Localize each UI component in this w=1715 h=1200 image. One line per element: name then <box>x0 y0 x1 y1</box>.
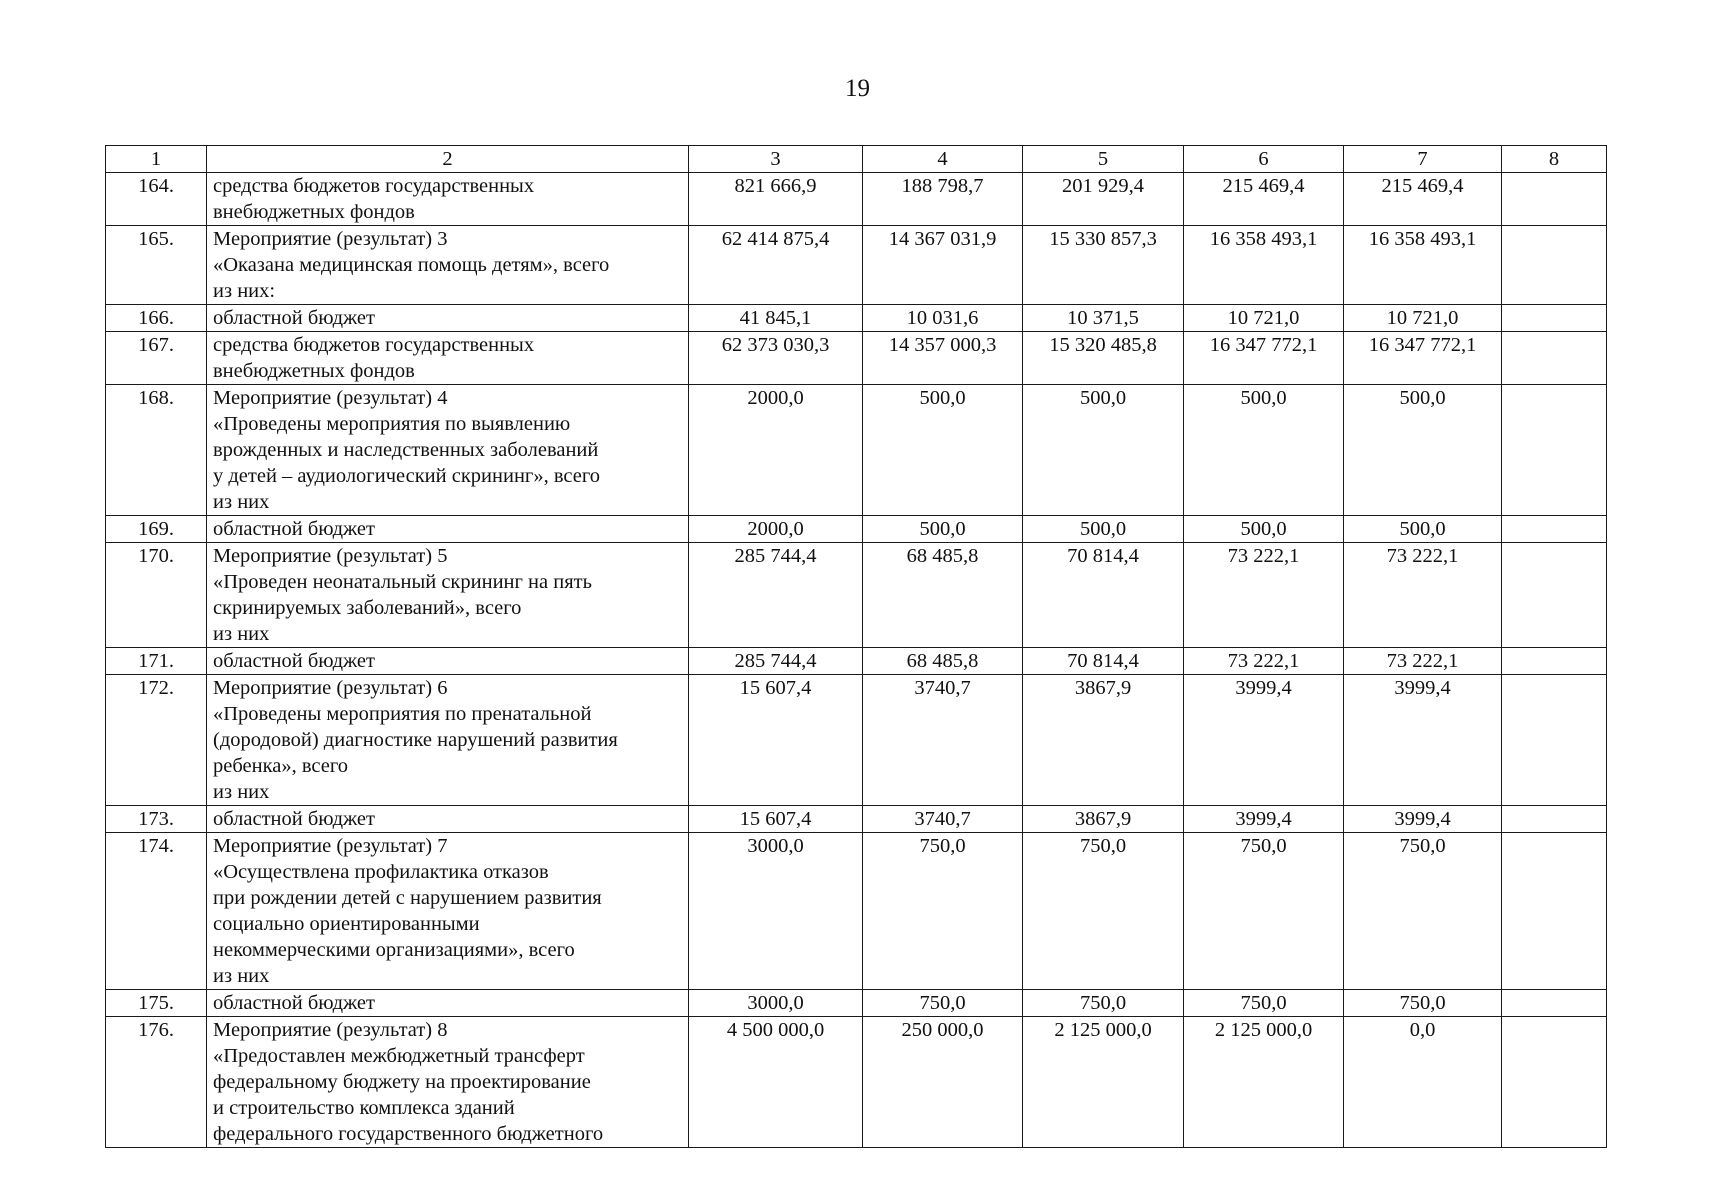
table-row <box>106 516 1607 543</box>
note-cell <box>1502 675 1607 806</box>
note-cell <box>1502 1017 1607 1148</box>
note-cell <box>1502 516 1607 543</box>
amount-cell: 201 929,4 <box>1023 173 1184 226</box>
amount-cell: 500,0 <box>1023 516 1184 543</box>
row-number-cell: 174. <box>106 833 207 990</box>
amount-cell: 500,0 <box>1184 385 1344 516</box>
item-name-cell: областной бюджет <box>207 516 689 543</box>
column-header: 1 <box>106 146 207 173</box>
note-cell <box>1502 806 1607 833</box>
amount-cell: 62 373 030,3 <box>689 332 863 385</box>
row-number-cell: 176. <box>106 1017 207 1148</box>
amount-cell: 62 414 875,4 <box>689 226 863 305</box>
table-row <box>106 173 1607 226</box>
table-row <box>106 806 1607 833</box>
amount-cell: 750,0 <box>1184 990 1344 1017</box>
amount-cell: 3867,9 <box>1023 675 1184 806</box>
item-name-cell: областной бюджет <box>207 806 689 833</box>
amount-cell: 750,0 <box>863 833 1023 990</box>
amount-cell: 3000,0 <box>689 990 863 1017</box>
table-row <box>106 675 1607 806</box>
amount-cell: 15 607,4 <box>689 675 863 806</box>
row-number-cell: 172. <box>106 675 207 806</box>
item-name-cell: Мероприятие (результат) 6 «Проведены мероприятия по пренатальной (дородовой) диагностике нарушений развития ребенка», всего из них <box>207 675 689 806</box>
amount-cell: 4 500 000,0 <box>689 1017 863 1148</box>
amount-cell: 500,0 <box>1344 385 1502 516</box>
amount-cell: 68 485,8 <box>863 543 1023 648</box>
note-cell <box>1502 385 1607 516</box>
amount-cell: 2000,0 <box>689 385 863 516</box>
note-cell <box>1502 990 1607 1017</box>
amount-cell: 821 666,9 <box>689 173 863 226</box>
amount-cell: 750,0 <box>1344 990 1502 1017</box>
amount-cell: 215 469,4 <box>1344 173 1502 226</box>
amount-cell: 10 371,5 <box>1023 305 1184 332</box>
item-name-cell: Мероприятие (результат) 8 «Предоставлен межбюджетный трансферт федеральному бюджету на проектирование и строительство комплекса зданий федерального государственного бюджетного <box>207 1017 689 1148</box>
amount-cell: 188 798,7 <box>863 173 1023 226</box>
column-header: 2 <box>207 146 689 173</box>
amount-cell: 2000,0 <box>689 516 863 543</box>
amount-cell: 750,0 <box>1023 990 1184 1017</box>
amount-cell: 285 744,4 <box>689 543 863 648</box>
amount-cell: 14 357 000,3 <box>863 332 1023 385</box>
item-name-cell: областной бюджет <box>207 648 689 675</box>
row-number-cell: 169. <box>106 516 207 543</box>
page-number: 19 <box>845 75 870 102</box>
note-cell <box>1502 332 1607 385</box>
note-cell <box>1502 173 1607 226</box>
amount-cell: 16 358 493,1 <box>1344 226 1502 305</box>
table-row <box>106 543 1607 648</box>
amount-cell: 3000,0 <box>689 833 863 990</box>
table-row <box>106 305 1607 332</box>
table-row <box>106 385 1607 516</box>
column-header: 4 <box>863 146 1023 173</box>
column-header: 6 <box>1184 146 1344 173</box>
amount-cell: 500,0 <box>1184 516 1344 543</box>
column-header: 5 <box>1023 146 1184 173</box>
amount-cell: 3867,9 <box>1023 806 1184 833</box>
budget-table <box>105 145 1607 1148</box>
item-name-cell: областной бюджет <box>207 990 689 1017</box>
note-cell <box>1502 648 1607 675</box>
amount-cell: 73 222,1 <box>1184 648 1344 675</box>
row-number-cell: 165. <box>106 226 207 305</box>
amount-cell: 250 000,0 <box>863 1017 1023 1148</box>
row-number-cell: 173. <box>106 806 207 833</box>
table-row <box>106 648 1607 675</box>
amount-cell: 500,0 <box>1023 385 1184 516</box>
amount-cell: 73 222,1 <box>1184 543 1344 648</box>
table-row <box>106 1017 1607 1148</box>
row-number-cell: 166. <box>106 305 207 332</box>
table-row <box>106 226 1607 305</box>
amount-cell: 16 347 772,1 <box>1344 332 1502 385</box>
amount-cell: 10 721,0 <box>1344 305 1502 332</box>
amount-cell: 2 125 000,0 <box>1184 1017 1344 1148</box>
item-name-cell: Мероприятие (результат) 5 «Проведен неонатальный скрининг на пять скринируемых заболеваний», всего из них <box>207 543 689 648</box>
note-cell <box>1502 543 1607 648</box>
column-header: 3 <box>689 146 863 173</box>
amount-cell: 10 721,0 <box>1184 305 1344 332</box>
amount-cell: 16 347 772,1 <box>1184 332 1344 385</box>
column-header: 8 <box>1502 146 1607 173</box>
item-name-cell: областной бюджет <box>207 305 689 332</box>
amount-cell: 3740,7 <box>863 806 1023 833</box>
row-number-cell: 167. <box>106 332 207 385</box>
amount-cell: 10 031,6 <box>863 305 1023 332</box>
amount-cell: 73 222,1 <box>1344 648 1502 675</box>
amount-cell: 2 125 000,0 <box>1023 1017 1184 1148</box>
item-name-cell: Мероприятие (результат) 4 «Проведены мероприятия по выявлению врожденных и наследственных заболеваний у детей – аудиологический скрининг», всего из них <box>207 385 689 516</box>
amount-cell: 16 358 493,1 <box>1184 226 1344 305</box>
amount-cell: 750,0 <box>1184 833 1344 990</box>
item-name-cell: средства бюджетов государственных внебюджетных фондов <box>207 332 689 385</box>
amount-cell: 3999,4 <box>1344 806 1502 833</box>
row-number-cell: 171. <box>106 648 207 675</box>
amount-cell: 285 744,4 <box>689 648 863 675</box>
note-cell <box>1502 226 1607 305</box>
amount-cell: 70 814,4 <box>1023 543 1184 648</box>
item-name-cell: Мероприятие (результат) 3 «Оказана медицинская помощь детям», всего из них: <box>207 226 689 305</box>
amount-cell: 500,0 <box>1344 516 1502 543</box>
amount-cell: 500,0 <box>863 516 1023 543</box>
amount-cell: 15 320 485,8 <box>1023 332 1184 385</box>
amount-cell: 750,0 <box>1344 833 1502 990</box>
amount-cell: 500,0 <box>863 385 1023 516</box>
table-row <box>106 990 1607 1017</box>
amount-cell: 0,0 <box>1344 1017 1502 1148</box>
amount-cell: 3999,4 <box>1184 806 1344 833</box>
column-number-row <box>106 146 1607 173</box>
table-row <box>106 833 1607 990</box>
item-name-cell: средства бюджетов государственных внебюджетных фондов <box>207 173 689 226</box>
amount-cell: 750,0 <box>863 990 1023 1017</box>
row-number-cell: 170. <box>106 543 207 648</box>
item-name-cell: Мероприятие (результат) 7 «Осуществлена профилактика отказов при рождении детей с нарушением развития социально ориентированными некоммерческими организациями», всего из них <box>207 833 689 990</box>
amount-cell: 68 485,8 <box>863 648 1023 675</box>
row-number-cell: 164. <box>106 173 207 226</box>
row-number-cell: 175. <box>106 990 207 1017</box>
amount-cell: 3740,7 <box>863 675 1023 806</box>
note-cell <box>1502 305 1607 332</box>
amount-cell: 73 222,1 <box>1344 543 1502 648</box>
amount-cell: 3999,4 <box>1184 675 1344 806</box>
amount-cell: 215 469,4 <box>1184 173 1344 226</box>
table-row <box>106 332 1607 385</box>
amount-cell: 3999,4 <box>1344 675 1502 806</box>
amount-cell: 15 330 857,3 <box>1023 226 1184 305</box>
amount-cell: 750,0 <box>1023 833 1184 990</box>
column-header: 7 <box>1344 146 1502 173</box>
amount-cell: 15 607,4 <box>689 806 863 833</box>
amount-cell: 14 367 031,9 <box>863 226 1023 305</box>
note-cell <box>1502 833 1607 990</box>
amount-cell: 70 814,4 <box>1023 648 1184 675</box>
amount-cell: 41 845,1 <box>689 305 863 332</box>
row-number-cell: 168. <box>106 385 207 516</box>
